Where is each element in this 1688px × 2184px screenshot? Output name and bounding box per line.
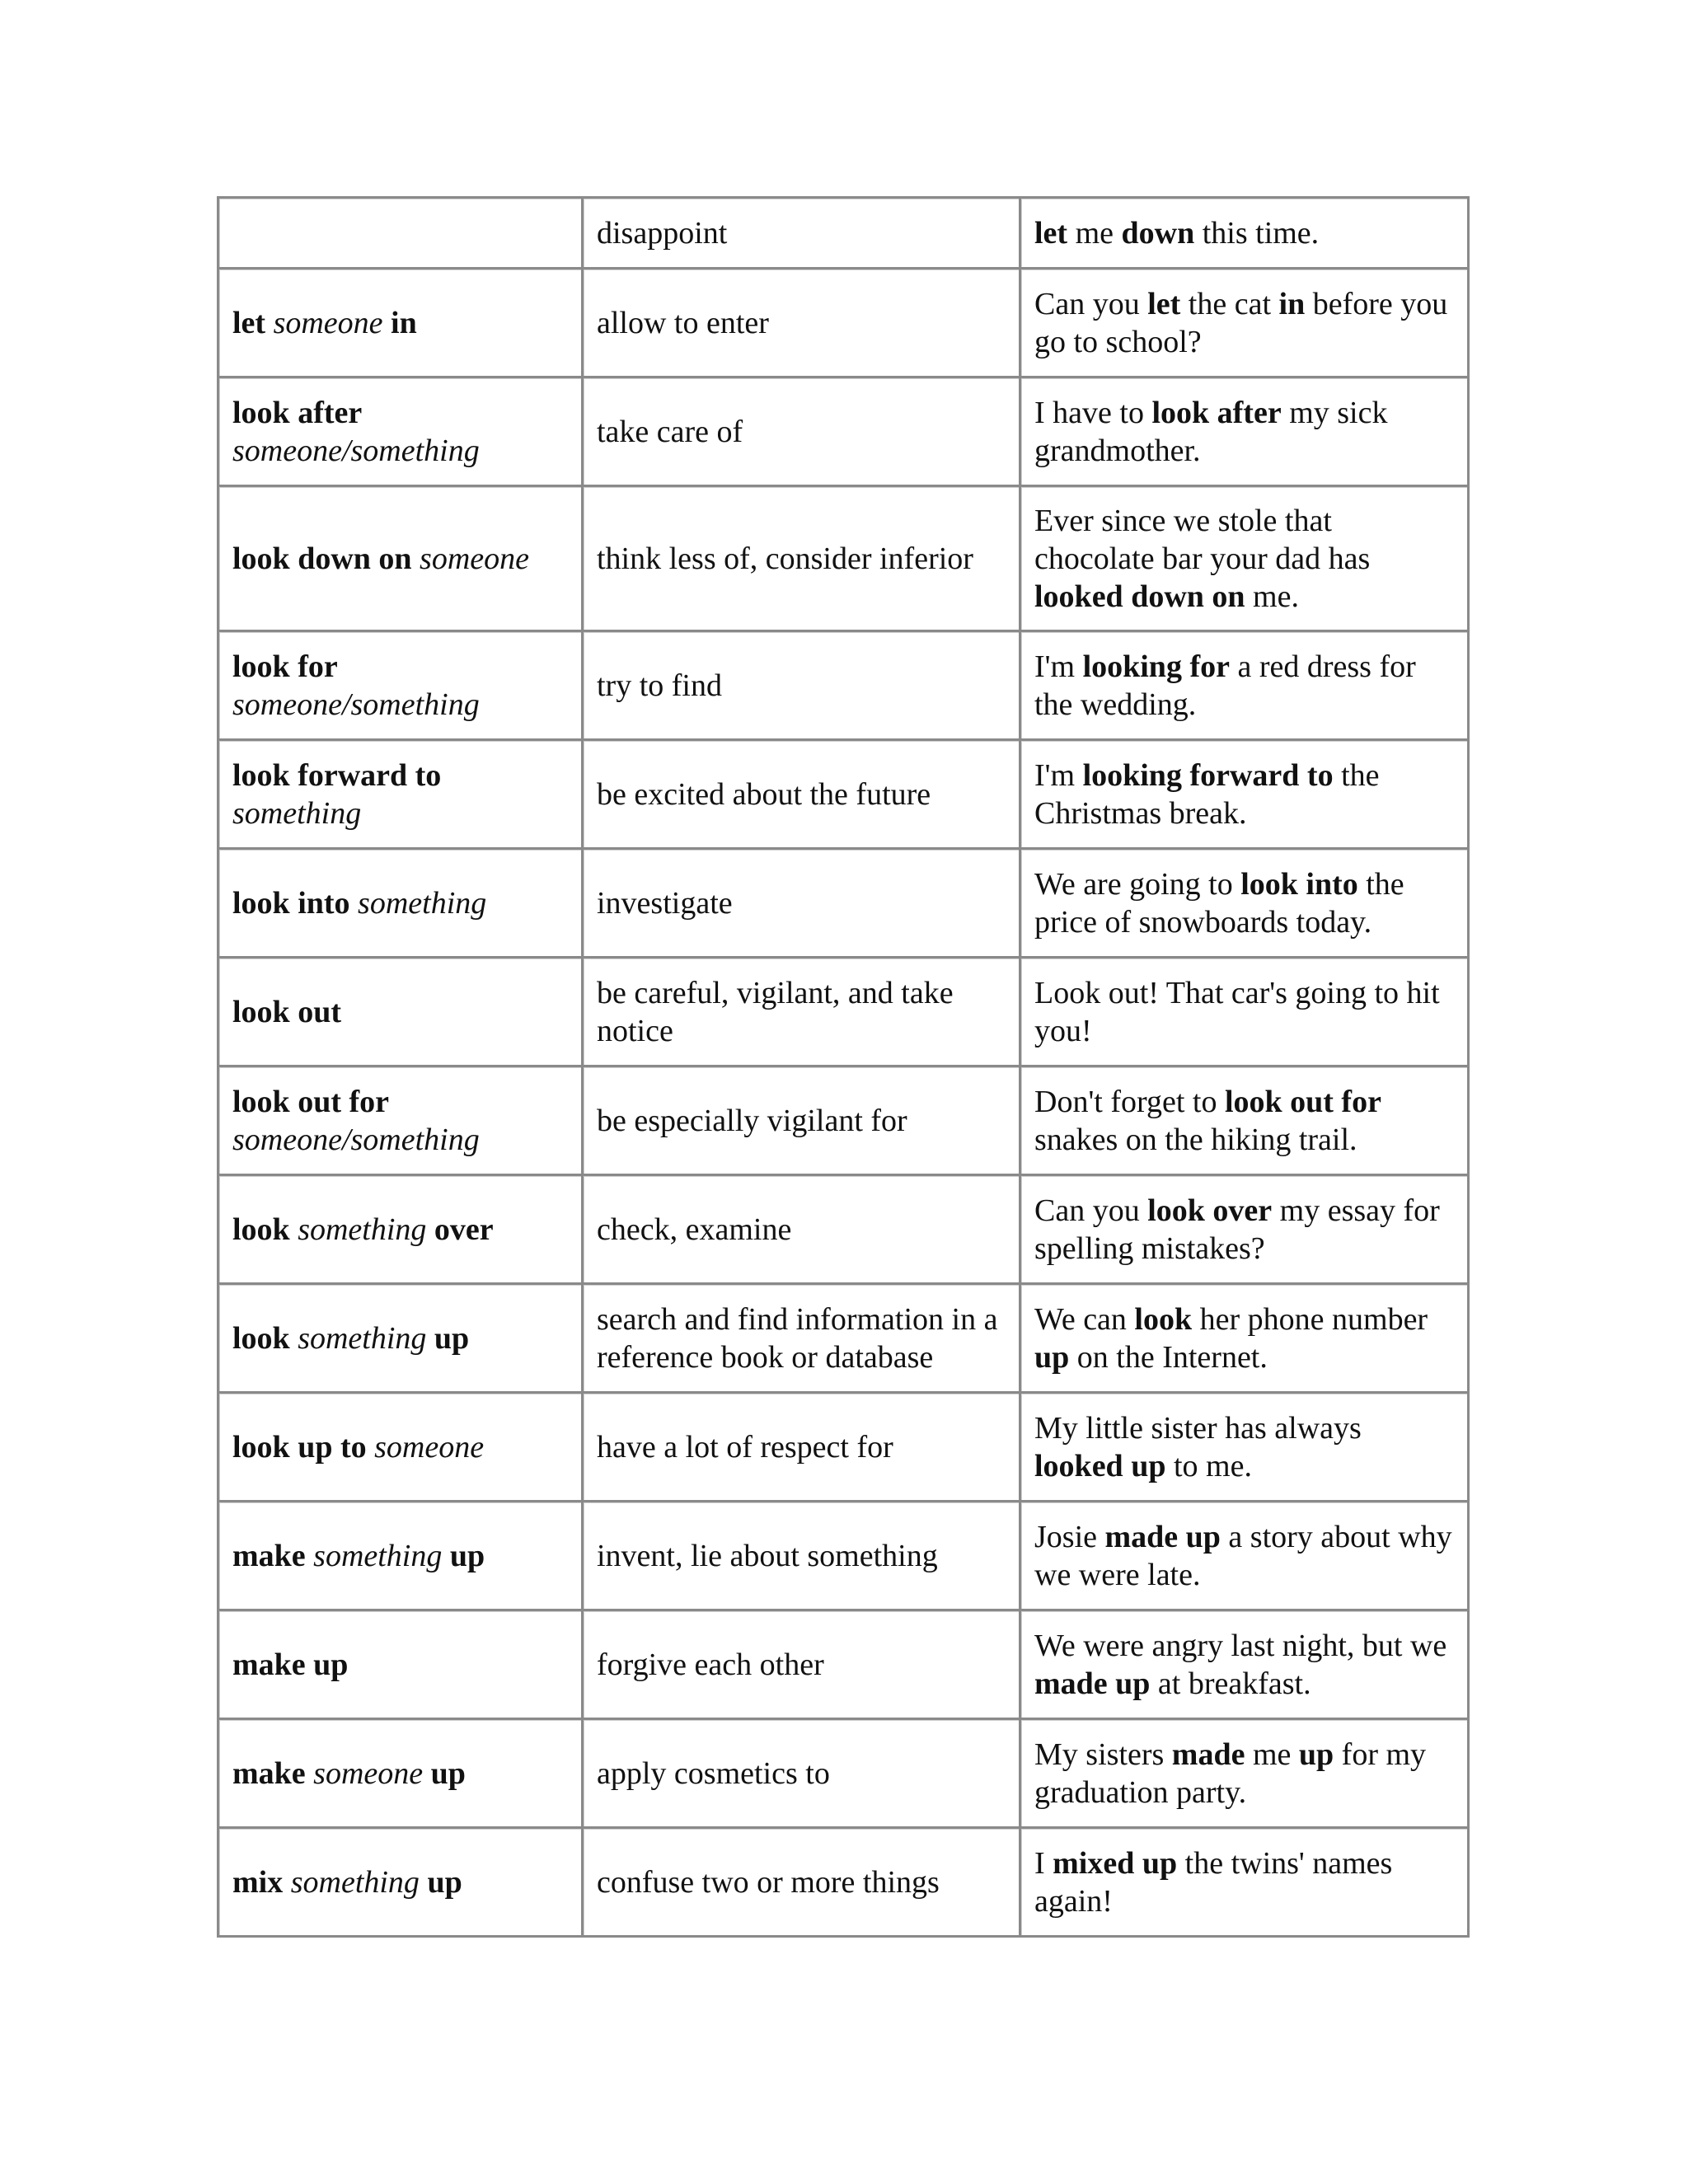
phrasal-verb-cell bbox=[218, 958, 583, 1066]
example-cell bbox=[1020, 1502, 1469, 1610]
example-text-segment: the cat bbox=[1180, 286, 1279, 321]
example-cell bbox=[1020, 198, 1469, 269]
example-text-segment: Can you bbox=[1034, 1193, 1148, 1228]
example-cell bbox=[1020, 1066, 1469, 1175]
example-text-segment: in bbox=[1278, 286, 1306, 321]
verb-text-segment: something bbox=[313, 1538, 443, 1573]
example-text-segment: me bbox=[1245, 1736, 1299, 1772]
meaning-cell: confuse two or more things bbox=[583, 1828, 1020, 1937]
verb-text-segment: look out bbox=[232, 994, 341, 1029]
example-text-segment: We can bbox=[1034, 1301, 1135, 1337]
verb-text-segment: make bbox=[232, 1538, 314, 1573]
example-cell bbox=[1020, 631, 1469, 740]
example-text-segment: My sisters bbox=[1034, 1736, 1172, 1772]
phrasal-verb-cell bbox=[218, 1610, 583, 1719]
verb-text-segment: someone/something bbox=[232, 1122, 480, 1157]
example-cell bbox=[1020, 740, 1469, 849]
verb-text-segment: someone/something bbox=[232, 687, 480, 722]
example-text-segment: let bbox=[1147, 286, 1181, 321]
example-text-segment: My little sister has always bbox=[1034, 1410, 1362, 1446]
verb-text-segment: something bbox=[298, 1212, 427, 1247]
table-row bbox=[218, 849, 1469, 958]
phrasal-verb-cell bbox=[218, 269, 583, 377]
table-row bbox=[218, 269, 1469, 377]
example-cell bbox=[1020, 377, 1469, 486]
verb-text-segment: up bbox=[419, 1864, 462, 1900]
example-text-segment: mixed up bbox=[1053, 1845, 1178, 1881]
example-text-segment: at breakfast. bbox=[1150, 1666, 1311, 1701]
example-cell bbox=[1020, 958, 1469, 1066]
example-cell bbox=[1020, 269, 1469, 377]
verb-text-segment: make up bbox=[232, 1647, 349, 1682]
meaning-cell: forgive each other bbox=[583, 1610, 1020, 1719]
verb-text-segment: let bbox=[232, 305, 274, 340]
example-text-segment: my essay for spelling mistakes? bbox=[1034, 1193, 1440, 1266]
example-text-segment: a red dress for the wedding. bbox=[1034, 649, 1416, 722]
meaning-cell: be especially vigilant for bbox=[583, 1066, 1020, 1175]
example-text-segment: Josie bbox=[1034, 1519, 1105, 1554]
phrasal-verb-cell bbox=[218, 1393, 583, 1502]
verb-text-segment: someone/something bbox=[232, 433, 480, 468]
table-row bbox=[218, 631, 1469, 740]
example-text-segment: Can you bbox=[1034, 286, 1148, 321]
verb-text-segment: up bbox=[426, 1320, 470, 1356]
example-text-segment: down bbox=[1121, 215, 1195, 251]
verb-text-segment: look after bbox=[232, 395, 363, 430]
table-row bbox=[218, 1828, 1469, 1937]
meaning-cell: be excited about the future bbox=[583, 740, 1020, 849]
verb-text-segment: look bbox=[232, 1320, 298, 1356]
example-text-segment: to me. bbox=[1165, 1448, 1252, 1483]
table-row bbox=[218, 1502, 1469, 1610]
phrasal-verb-cell bbox=[218, 198, 583, 269]
meaning-cell: invent, lie about something bbox=[583, 1502, 1020, 1610]
phrasal-verb-cell bbox=[218, 377, 583, 486]
table-row bbox=[218, 198, 1469, 269]
phrasal-verb-cell bbox=[218, 486, 583, 631]
table-row bbox=[218, 958, 1469, 1066]
verb-text-segment: someone bbox=[273, 305, 383, 340]
verb-text-segment: make bbox=[232, 1755, 314, 1791]
meaning-cell: investigate bbox=[583, 849, 1020, 958]
example-cell bbox=[1020, 1610, 1469, 1719]
example-text-segment: I have to bbox=[1034, 395, 1152, 430]
example-cell bbox=[1020, 1284, 1469, 1393]
example-text-segment: look after bbox=[1151, 395, 1282, 430]
meaning-cell: take care of bbox=[583, 377, 1020, 486]
table-row bbox=[218, 377, 1469, 486]
example-text-segment: Don't forget to bbox=[1034, 1084, 1225, 1119]
verb-text-segment: up bbox=[423, 1755, 466, 1791]
example-text-segment: looking for bbox=[1082, 649, 1230, 684]
verb-text-segment: someone bbox=[420, 541, 530, 576]
phrasal-verb-cell bbox=[218, 849, 583, 958]
verb-text-segment: look forward to bbox=[232, 757, 442, 793]
example-text-segment: on the Internet. bbox=[1069, 1339, 1268, 1375]
example-text-segment: this time. bbox=[1194, 215, 1320, 251]
example-text-segment: look bbox=[1134, 1301, 1193, 1337]
verb-text-segment: something bbox=[298, 1320, 427, 1356]
phrasal-verb-cell bbox=[218, 1719, 583, 1828]
meaning-cell: allow to enter bbox=[583, 269, 1020, 377]
verb-text-segment: look bbox=[232, 1212, 298, 1247]
example-text-segment: the Christmas break. bbox=[1034, 757, 1380, 831]
phrasal-verb-table bbox=[217, 196, 1470, 1938]
example-text-segment: looked down on bbox=[1034, 579, 1245, 614]
example-text-segment: up bbox=[1034, 1339, 1070, 1375]
table-row bbox=[218, 1719, 1469, 1828]
example-text-segment: made up bbox=[1034, 1666, 1151, 1701]
example-cell bbox=[1020, 1828, 1469, 1937]
verb-text-segment: over bbox=[426, 1212, 494, 1247]
example-cell bbox=[1020, 1393, 1469, 1502]
example-text-segment: the twins' names again! bbox=[1034, 1845, 1393, 1919]
example-text-segment: Ever since we stole that chocolate bar your dad has bbox=[1034, 503, 1371, 576]
verb-text-segment: up bbox=[442, 1538, 485, 1573]
example-text-segment: a story about why we were late. bbox=[1034, 1519, 1452, 1592]
example-text-segment: the price of snowboards today. bbox=[1034, 866, 1404, 940]
verb-text-segment: something bbox=[290, 1864, 420, 1900]
meaning-cell: disappoint bbox=[583, 198, 1020, 269]
table-row bbox=[218, 1393, 1469, 1502]
example-cell bbox=[1020, 1175, 1469, 1284]
verb-text-segment: someone bbox=[374, 1429, 485, 1465]
example-cell bbox=[1020, 849, 1469, 958]
phrasal-verb-cell bbox=[218, 740, 583, 849]
verb-text-segment: something bbox=[358, 885, 487, 921]
meaning-cell: try to find bbox=[583, 631, 1020, 740]
meaning-cell: search and find information in a reference book or database bbox=[583, 1284, 1020, 1393]
example-text-segment: let bbox=[1034, 215, 1068, 251]
meaning-cell: have a lot of respect for bbox=[583, 1393, 1020, 1502]
verb-text-segment: look for bbox=[232, 649, 338, 684]
example-cell bbox=[1020, 486, 1469, 631]
meaning-cell: apply cosmetics to bbox=[583, 1719, 1020, 1828]
example-text-segment: look out for bbox=[1224, 1084, 1381, 1119]
example-text-segment: for my graduation party. bbox=[1034, 1736, 1427, 1810]
example-text-segment: I bbox=[1034, 1845, 1053, 1881]
phrasal-verb-cell bbox=[218, 631, 583, 740]
table-row bbox=[218, 1066, 1469, 1175]
example-text-segment: look over bbox=[1147, 1193, 1273, 1228]
meaning-cell: be careful, vigilant, and take notice bbox=[583, 958, 1020, 1066]
example-text-segment: before you go to school? bbox=[1034, 286, 1448, 359]
example-text-segment: me. bbox=[1245, 579, 1299, 614]
example-cell bbox=[1020, 1719, 1469, 1828]
phrasal-verb-cell bbox=[218, 1284, 583, 1393]
verb-text-segment: look into bbox=[232, 885, 359, 921]
example-text-segment: snakes on the hiking trail. bbox=[1034, 1122, 1357, 1157]
phrasal-verb-cell bbox=[218, 1502, 583, 1610]
example-text-segment: me bbox=[1067, 215, 1122, 251]
table-row bbox=[218, 1175, 1469, 1284]
example-text-segment: look into bbox=[1240, 866, 1358, 902]
example-text-segment: made bbox=[1171, 1736, 1245, 1772]
example-text-segment: looked up bbox=[1034, 1448, 1166, 1483]
verb-text-segment: mix bbox=[232, 1864, 291, 1900]
table-body bbox=[218, 198, 1469, 1937]
example-text-segment: We are going to bbox=[1034, 866, 1241, 902]
phrasal-verb-cell bbox=[218, 1828, 583, 1937]
table-row bbox=[218, 1610, 1469, 1719]
verb-text-segment: in bbox=[382, 305, 417, 340]
example-text-segment: We were angry last night, but we bbox=[1034, 1628, 1447, 1663]
meaning-cell: think less of, consider inferior bbox=[583, 486, 1020, 631]
phrasal-verb-cell bbox=[218, 1175, 583, 1284]
example-text-segment: Look out! That car's going to hit you! bbox=[1034, 975, 1440, 1048]
verb-text-segment: look up to bbox=[232, 1429, 375, 1465]
table-row bbox=[218, 1284, 1469, 1393]
verb-text-segment: look out for bbox=[232, 1084, 389, 1119]
verb-text-segment: look down on bbox=[232, 541, 420, 576]
table-row bbox=[218, 486, 1469, 631]
example-text-segment: her phone number bbox=[1192, 1301, 1428, 1337]
verb-text-segment: someone bbox=[313, 1755, 424, 1791]
table-row bbox=[218, 740, 1469, 849]
example-text-segment: I'm bbox=[1034, 649, 1083, 684]
example-text-segment: made up bbox=[1104, 1519, 1221, 1554]
phrasal-verb-cell bbox=[218, 1066, 583, 1175]
verb-text-segment: something bbox=[232, 795, 362, 831]
example-text-segment: up bbox=[1298, 1736, 1334, 1772]
meaning-cell: check, examine bbox=[583, 1175, 1020, 1284]
example-text-segment: I'm bbox=[1034, 757, 1083, 793]
example-text-segment: my sick grandmother. bbox=[1034, 395, 1388, 468]
example-text-segment: looking forward to bbox=[1082, 757, 1334, 793]
